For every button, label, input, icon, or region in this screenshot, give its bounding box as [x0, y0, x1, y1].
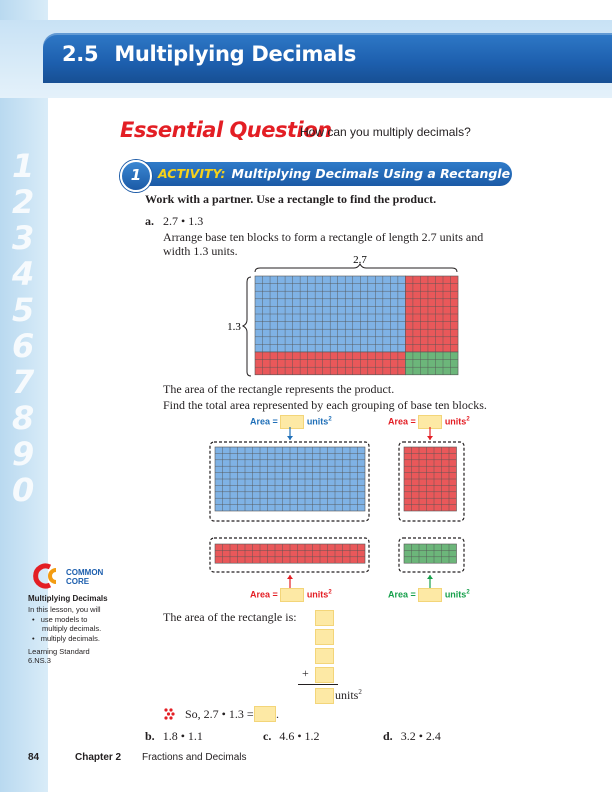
activity-keyword: ACTIVITY:: [158, 166, 226, 181]
activity-number: 1: [120, 160, 152, 192]
sidebar-digit: 6: [12, 327, 35, 365]
rectangle-blocks: [255, 276, 458, 375]
answer-box[interactable]: [418, 588, 442, 602]
activity-title-text: Multiplying Decimals Using a Rectangle: [231, 166, 511, 181]
blue-block-ones: [255, 276, 405, 352]
problem-c: [263, 729, 320, 744]
sidebar-digit: 5: [12, 291, 35, 329]
section-title: Multiplying Decimals: [114, 42, 357, 66]
dots-icon: [163, 707, 177, 721]
problem-d: [383, 729, 441, 744]
section-number: 2.5: [62, 42, 99, 66]
sum-units-exp: 2: [358, 688, 362, 696]
area-label-green: [388, 588, 470, 602]
problem-expression: 3.2 • 2.4: [400, 729, 441, 743]
area-units-exp: 2: [466, 416, 470, 423]
area-prefix: Area =: [250, 589, 278, 600]
area-label-red-bottom: [250, 588, 332, 602]
green-block-hundredths: [405, 352, 458, 375]
cc-heading: Multiplying Decimals: [28, 594, 108, 603]
red-arrow-top-head: [427, 436, 433, 440]
sidebar-digit: 8: [12, 399, 35, 437]
chapter-label: Chapter 2: [75, 752, 122, 763]
problem-b: [145, 729, 203, 744]
block-groups: [210, 427, 464, 588]
sum-box-1[interactable]: [315, 610, 334, 626]
common-core-logo-text: [66, 568, 103, 586]
problem-expression: 4.6 • 1.2: [279, 729, 320, 743]
sidebar-digit: 1: [12, 147, 35, 185]
red-arrow-bottom-head: [287, 575, 293, 579]
cc-bullet1-line1: use models to: [40, 615, 88, 624]
red-block-tenths: [405, 276, 458, 352]
cc-standard: 6.NS.3: [28, 656, 51, 665]
problem-letter: c.: [263, 729, 272, 743]
sum-line: [298, 684, 338, 685]
grouped-blocks: [200, 425, 490, 605]
part-a-text-line2: width 1.3 units.: [163, 244, 238, 258]
part-a-text-line1: Arrange base ten blocks to form a rectangle of length 2.7 units and: [163, 230, 484, 244]
area-text-2: Find the total area represented by each grouping of base ten blocks.: [163, 398, 487, 412]
red-block-tenths-bottom: [255, 352, 405, 375]
sum-total-box[interactable]: [315, 688, 334, 704]
cc-bullet2: • multiply decimals.: [32, 634, 100, 643]
area-units: units: [444, 416, 467, 427]
cc-intro: In this lesson, you will: [28, 605, 101, 614]
area-text-1: The area of the rectangle represents the product.: [163, 382, 395, 396]
sidebar-digit: 2: [12, 183, 35, 221]
area-units: units: [306, 589, 329, 600]
area-prefix: Area =: [388, 416, 416, 427]
sum-text: The area of the rectangle is:: [163, 610, 297, 624]
red-group-bottom: [215, 544, 365, 563]
so-period: .: [276, 707, 279, 721]
lesson-title: [62, 42, 356, 66]
part-a-letter: a.: [145, 214, 154, 228]
cc-bullet2-text: multiply decimals.: [40, 634, 100, 643]
cc-bullet1-line2: multiply decimals.: [42, 624, 102, 633]
cc-bullet1: • use models to: [32, 615, 88, 624]
problem-letter: d.: [383, 729, 393, 743]
sum-units: [335, 688, 362, 703]
area-units-exp: 2: [328, 416, 332, 423]
length-label: 2.7: [353, 254, 367, 266]
essential-question-text: How can you multiply decimals?: [300, 125, 471, 139]
sidebar-digit: 7: [12, 363, 35, 401]
plus-sign: +: [302, 666, 309, 680]
green-arrow-head: [427, 575, 433, 579]
page-number: 84: [28, 752, 40, 763]
red-group-top: [404, 447, 457, 511]
sidebar-digit: 0: [12, 471, 35, 509]
width-brace: [243, 277, 251, 376]
area-units: units: [306, 416, 329, 427]
cc-standard-label: Learning Standard: [28, 647, 90, 656]
answer-box[interactable]: [280, 588, 304, 602]
width-label: 1.3: [227, 321, 241, 333]
common-core-line1: COMMON: [66, 568, 104, 577]
sidebar-digit: 3: [12, 219, 35, 257]
area-prefix: Area =: [388, 589, 416, 600]
common-core-line2: CORE: [66, 577, 90, 586]
sum-box-2[interactable]: [315, 629, 334, 645]
problem-expression: 1.8 • 1.1: [162, 729, 203, 743]
instruction: Work with a partner. Use a rectangle to find the product.: [145, 192, 437, 206]
area-units-exp: 2: [466, 589, 470, 596]
so-answer-box[interactable]: [254, 706, 276, 722]
chapter-title: Fractions and Decimals: [142, 752, 247, 763]
sidebar-digit: 9: [12, 435, 35, 473]
base-ten-rectangle: [220, 250, 470, 380]
activity-title: [158, 166, 510, 181]
sum-units-label: units: [335, 688, 359, 702]
part-a-expression: 2.7 • 1.3: [163, 214, 204, 228]
green-group: [404, 544, 457, 563]
sum-box-3[interactable]: [315, 648, 334, 664]
blue-group: [215, 447, 365, 511]
problem-letter: b.: [145, 729, 155, 743]
area-prefix: Area =: [250, 416, 278, 427]
sidebar-digit: 4: [12, 255, 35, 293]
area-units-exp: 2: [328, 589, 332, 596]
blue-arrow-head: [287, 436, 293, 440]
area-units: units: [444, 589, 467, 600]
common-core-logo-icon: [30, 563, 64, 589]
essential-question-label: Essential Question: [120, 118, 332, 142]
sum-box-4[interactable]: [315, 667, 334, 683]
so-text: So, 2.7 • 1.3 =: [185, 707, 254, 721]
